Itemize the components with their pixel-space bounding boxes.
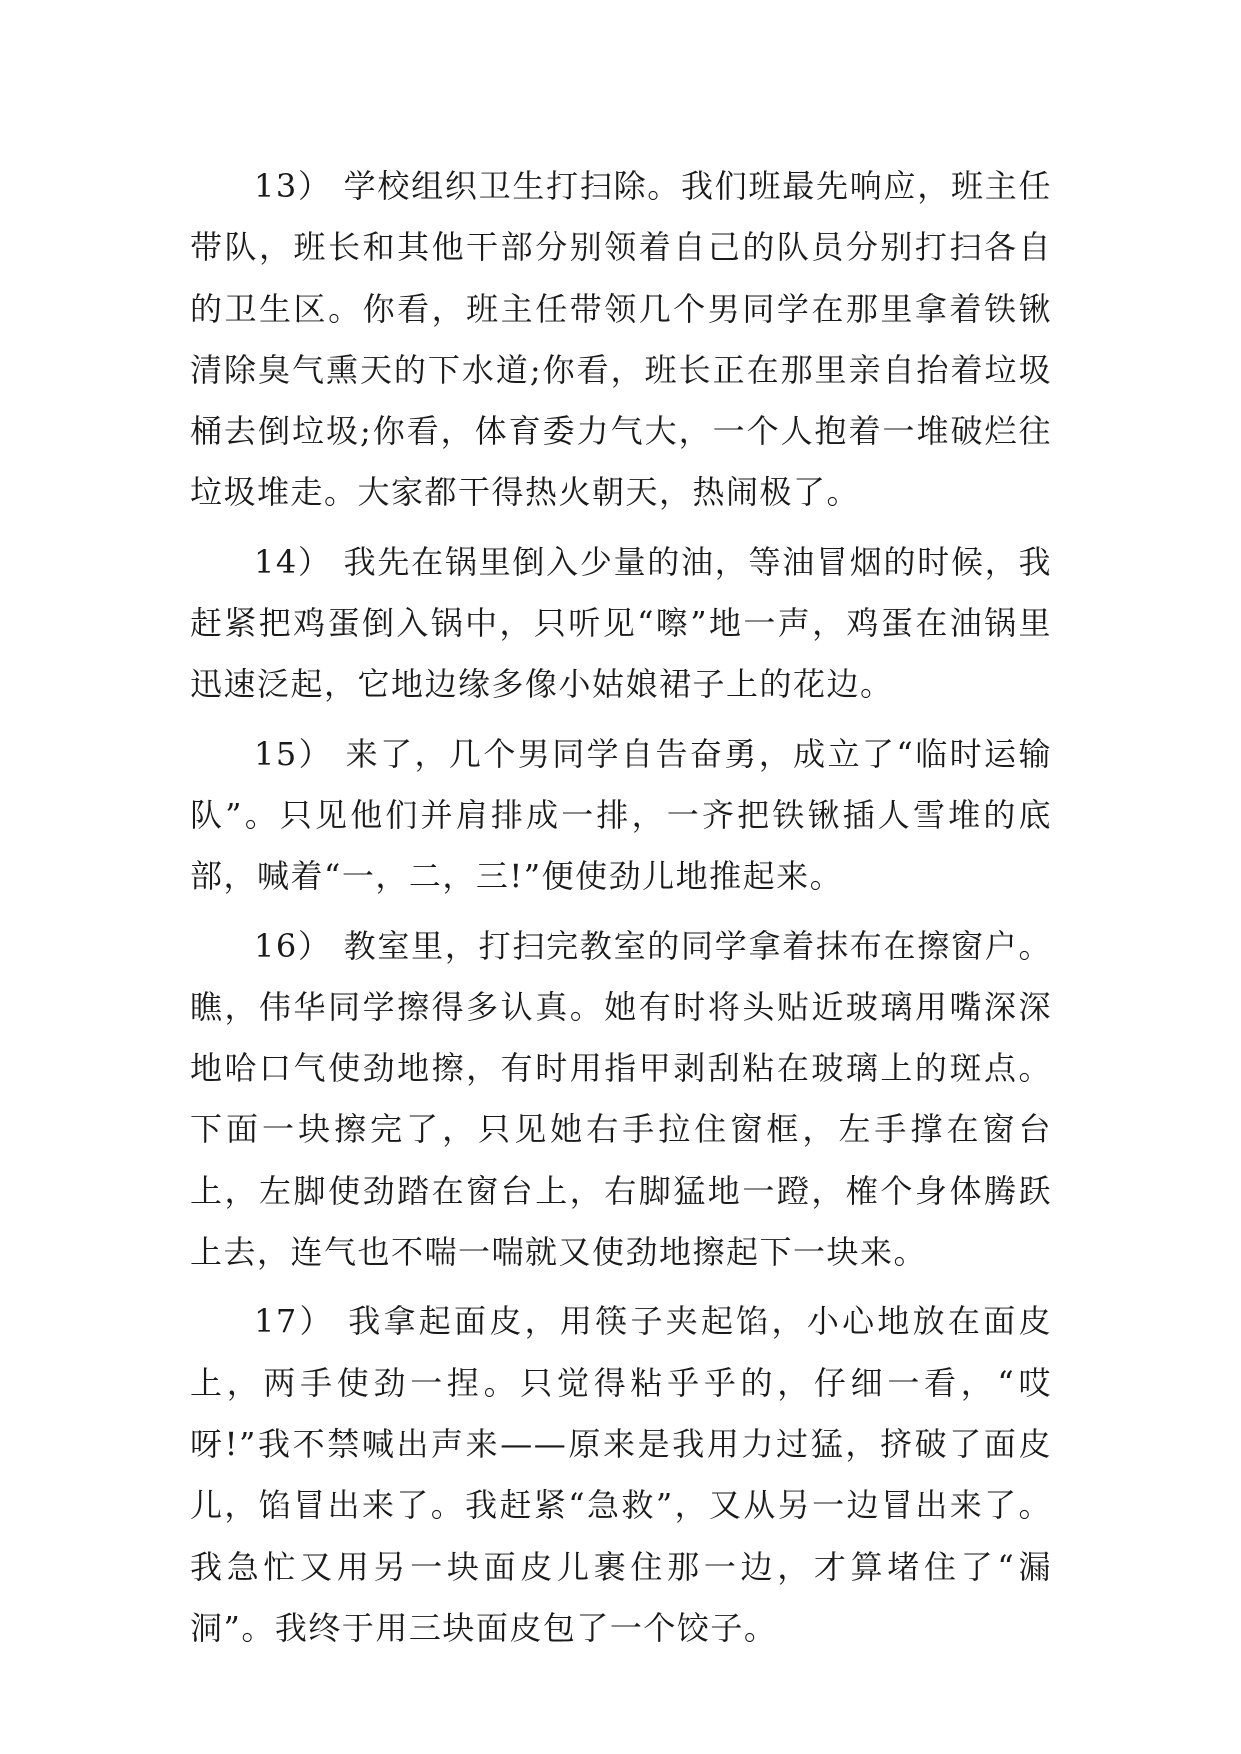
paragraph-13: 13） 学校组织卫生打扫除。我们班最先响应，班主任带队，班长和其他干部分别领着自己的队员分别打扫各自的卫生区。你看，班主任带领几个男同学在那里拿着铁锹清除臭气熏天的下水道;你看，班长正在那里亲自抬着垃圾桶去倒垃圾;你看，体育委力气大，一个人抱着一堆破烂往垃圾堆走。大家都干得热火朝天，热闹极了。 <box>190 167 1052 512</box>
paragraph-14: 14） 我先在锅里倒入少量的油，等油冒烟的时候，我赶紧把鸡蛋倒入锅中，只听见“嚓”地一声，鸡蛋在油锅里迅速泛起，它地边缘多像小姑娘裙子上的花边。 <box>190 542 1052 704</box>
paragraph-17: 17） 我拿起面皮，用筷子夹起馅，小心地放在面皮上，两手使劲一捏。只觉得粘乎乎的，仔细一看，“哎呀!”我不禁喊出声来——原来是我用力过猛，挤破了面皮儿，馅冒出来了。我赶紧“急救”，又从另一边冒出来了。我急忙又用另一块面皮儿裹住那一边，才算堵住了“漏洞”。我终于用三块面皮包了一个饺子。 <box>190 1302 1052 1647</box>
paragraph-15: 15） 来了，几个男同学自告奋勇，成立了“临时运输队”。只见他们并肩排成一排，一齐把铁锹插人雪堆的底部，喊着“一，二，三!”便使劲儿地推起来。 <box>190 734 1052 896</box>
document-body <box>190 156 1052 1667</box>
paragraph-16: 16） 教室里，打扫完教室的同学拿着抹布在擦窗户。瞧，伟华同学擦得多认真。她有时将头贴近玻璃用嘴深深地哈口气使劲地擦，有时用指甲剥刮粘在玻璃上的斑点。下面一块擦完了，只见她右手拉住窗框，左手撑在窗台上，左脚使劲踏在窗台上，右脚猛地一蹬，榷个身体腾跃上去，连气也不喘一喘就又使劲地擦起下一块来。 <box>190 926 1052 1272</box>
